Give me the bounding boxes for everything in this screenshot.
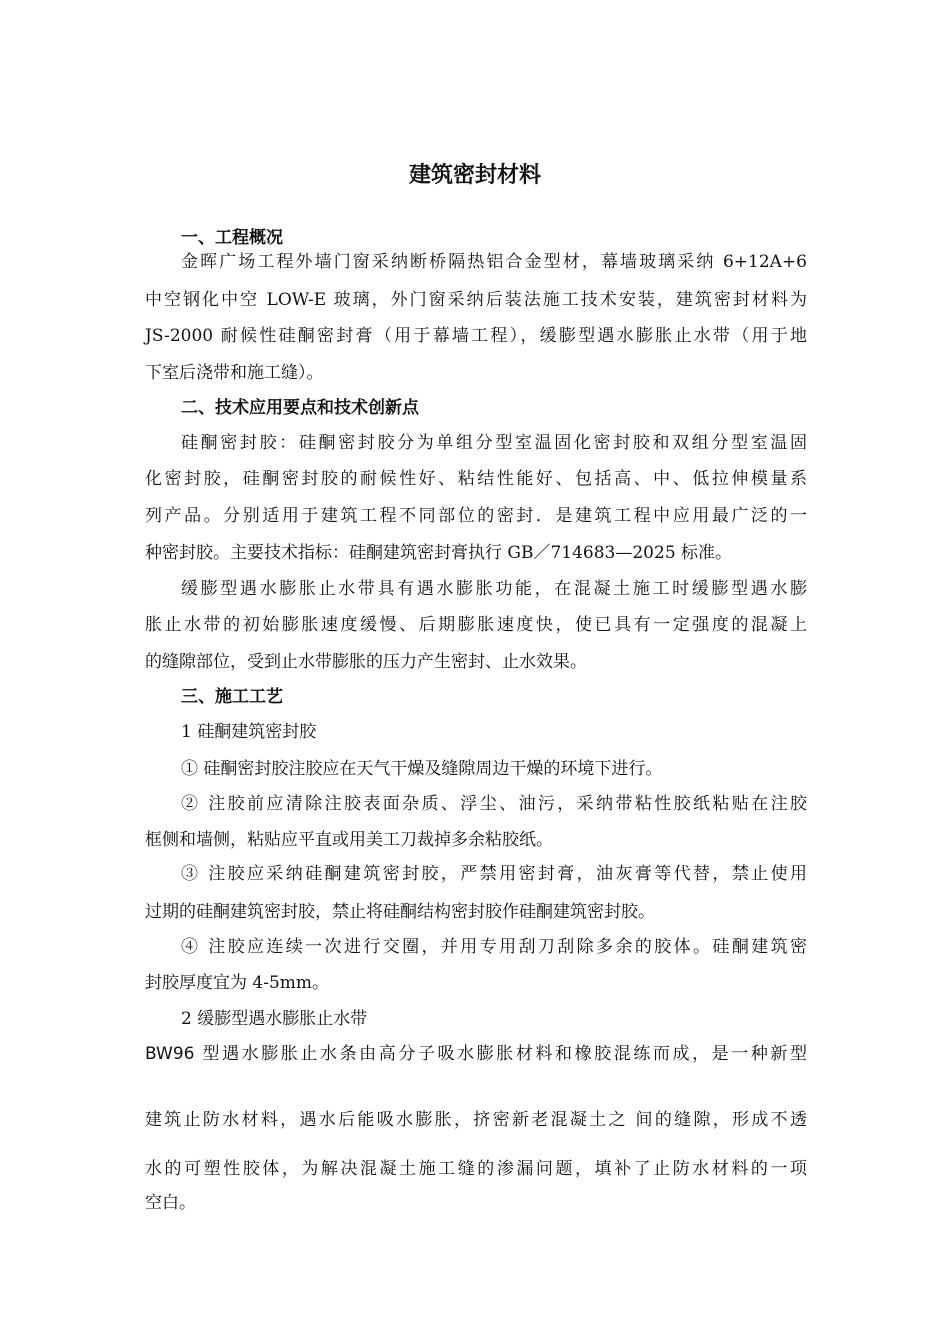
paragraph-line: 硅酮密封胶：硅酮密封胶分为单组分型室温固化密封胶和双组分型室温固 [181,433,807,453]
section-heading-overview: 一、工程概况 [181,228,283,248]
paragraph-line: JS-2000 耐候性硅酮密封膏（用于幕墙工程），缓膨型遇水膨胀止水带（用于地 [145,326,807,346]
paragraph-line: 的缝隙部位，受到止水带膨胀的压力产生密封、止水效果。 [145,652,587,672]
paragraph-line: BW96 型遇水膨胀止水条由高分子吸水膨胀材料和橡胶混练而成，是一种新型 [145,1044,807,1064]
paragraph-line: 水的可塑性胶体，为解决混凝土施工缝的渗漏问题，填补了止防水材料的一项 [145,1159,807,1179]
paragraph-line: 化密封胶，硅酮密封胶的耐候性好、粘结性能好、包括高、中、低拉伸模量系 [145,469,807,489]
list-item-line: ④ 注胶应连续一次进行交圈，并用专用刮刀刮除多余的胶体。硅酮建筑密 [181,937,807,957]
paragraph-line: 胀止水带的初始膨胀速度缓慢、后期膨胀速度快，使已具有一定强度的混凝上 [145,615,807,635]
list-item-line: ③ 注胶应采纳硅酮建筑密封胶，严禁用密封膏，油灰膏等代替，禁止使用 [181,864,807,884]
paragraph-line: 下室后浇带和施工缝）。 [145,363,324,383]
list-item-line: 封胶厚度宜为 4-5mm。 [145,973,330,993]
paragraph-line: 列产品。分别适用于建筑工程不同部位的密封．是建筑工程中应用最广泛的一 [145,506,807,526]
section-heading-construction-process: 三、施工工艺 [181,687,283,707]
subsection-heading-silicone: 1 硅酮建筑密封胶 [181,722,317,742]
paragraph-line: 中空钢化中空 LOW-E 玻璃，外门窗采纳后装法施工技术安装，建筑密封材料为 [145,290,807,310]
paragraph-line: 空白。 [145,1193,196,1213]
paragraph-line: 缓膨型遇水膨胀止水带具有遇水膨胀功能，在混凝土施工时缓膨型遇水膨 [181,579,807,599]
section-heading-technical-points: 二、技术应用要点和技术创新点 [181,398,419,418]
paragraph-line: 种密封胶。主要技术指标：硅酮建筑密封膏执行 GB／714683—2025 标准。 [145,543,733,563]
list-item-line: 框侧和墙侧，粘贴应平直或用美工刀裁掉多余粘胶纸。 [145,830,553,850]
paragraph-line: 建筑止防水材料，遇水后能吸水膨胀，挤密新老混凝土之 间的缝隙，形成不透 [145,1110,807,1130]
list-item-line: 过期的硅酮建筑密封胶，禁止将硅酮结构密封胶作硅酮建筑密封胶。 [145,902,655,922]
list-item-line: ① 硅酮密封胶注胶应在天气干燥及缝隙周边干燥的环境下进行。 [181,759,663,779]
paragraph-line: 金晖广场工程外墙门窗采纳断桥隔热铝合金型材，幕墙玻璃采纳 6+12A+6 [181,252,807,272]
list-item-line: ② 注胶前应清除注胶表面杂质、浮尘、油污，采纳带粘性胶纸粘贴在注胶 [181,794,807,814]
document-title: 建筑密封材料 [408,163,541,188]
subsection-heading-waterstop: 2 缓膨型遇水膨胀止水带 [181,1009,368,1029]
